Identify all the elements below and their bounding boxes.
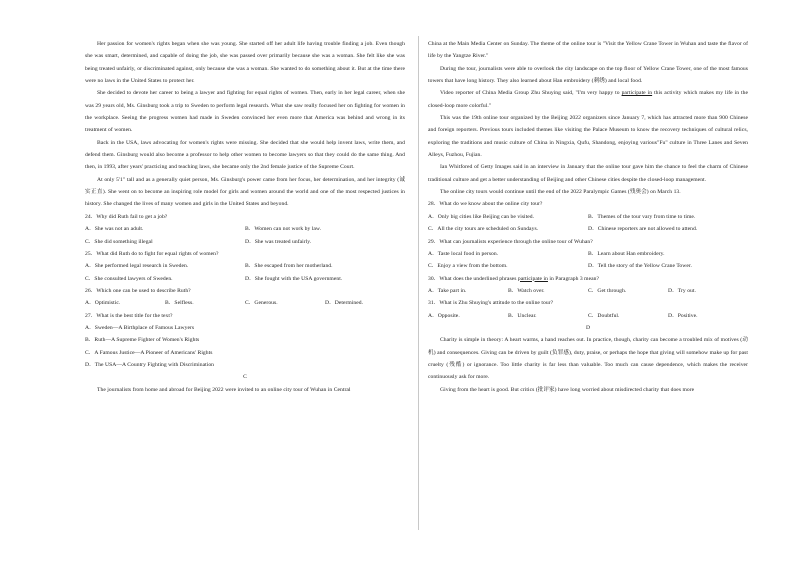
- question-27: [85, 310, 405, 372]
- right-column: [428, 38, 748, 396]
- option-c: C．Enjoy a view from the bottom.: [428, 263, 508, 270]
- option-b: B．She escaped from her motherland.: [245, 263, 333, 270]
- option-d: D．The USA—A Country Fighting with Discrimination: [85, 361, 215, 368]
- section-c-label: C: [243, 374, 247, 381]
- passage-c-paragraph-5: Ian Whitfored of Getty Images said in an interview in January that the online tour gave him the chance to feel the charm of Chinese traditional culture and get a better understanding of Beijing and other Chinese cities despite the closed-loop management.: [428, 164, 748, 183]
- option-b: B．Selfless.: [165, 300, 194, 307]
- column-divider: [418, 36, 419, 530]
- option-b: B．Unclear.: [508, 312, 537, 319]
- option-c: C．A Famous Justice—A Pioneer of Americans' Rights: [85, 349, 213, 356]
- option-b: B．Learn about Han embroidery.: [588, 250, 665, 257]
- option-c: C．Generous.: [245, 300, 278, 307]
- option-d: D．Chinese reporters are not allowed to attend.: [588, 226, 698, 233]
- option-a: A．Only big cities like Beijing can be visited.: [428, 213, 535, 220]
- question-stem: 26．Which one can be used to describe Ruth?: [85, 287, 191, 294]
- question-26: [85, 285, 405, 310]
- passage-b-paragraph-3: Back in the USA, laws advocating for women's rights were missing. She decided that she would help invent laws, write them, and defend them. Ginsburg would also become a professor to help other women to become lawyers so that they could do the same thing. And then, in 1993, after years' practicing and teaching laws, she became only the 2nd female justice of the Supreme Court.: [85, 139, 405, 171]
- option-a: A．She performed legal research in Sweden.: [85, 263, 189, 270]
- question-stem: 29．What can journalists experience through the online tour of Wuhan?: [428, 238, 593, 245]
- option-c: C．She did something illegal: [85, 238, 153, 245]
- question-stem: 28．What do we know about the online city tour?: [428, 201, 543, 208]
- passage-c-start: The journalists from home and abroad for Beijing 2022 were invited to an online city tour of Wuhan in Central: [97, 386, 351, 393]
- option-d: D．She fought with the USA government.: [245, 275, 343, 282]
- option-a: A．She was not an adult.: [85, 226, 144, 233]
- paragraph-text: this activity which makes my life in the closed-loop more colorful.": [428, 90, 748, 109]
- question-28: [428, 198, 748, 235]
- stem-text: 30．What does the underlined phrases: [428, 275, 518, 282]
- question-30: [428, 273, 748, 298]
- option-d: D．Positive.: [668, 312, 698, 319]
- passage-c-paragraph-4: This was the 19th online tour organized by the Beijing 2022 organizers since January 7, which has attracted more than 900 Chinese and foreign reporters. Previous tours included themes like visiting the Palace Museum to know the recovery techniques of cultural relics, exploring the traditions and music culture of China in Ningxia, Qufu, Shandong, enjoying various"Fu" culture in Three Lanes and Seven Alleys, Fuzhou, Fujian.: [428, 115, 748, 159]
- option-a: A．Optimistic.: [85, 300, 121, 307]
- option-b: B．Ruth—A Supreme Fighter of Women's Rights: [85, 337, 200, 344]
- option-c: C．Doubtful.: [588, 312, 620, 319]
- question-stem: 24．Why did Ruth fail to get a job?: [85, 213, 168, 220]
- underlined-phrase: participate in: [621, 90, 653, 97]
- option-a: A．Sweden—A Birthplace of Famous Lawyers: [85, 324, 195, 331]
- passage-c-paragraph-6: The online city tours would continue until the end of the 2022 Paralympic Games (残奥会) on March 13.: [440, 189, 681, 196]
- passage-b-paragraph-1: Her passion for women's rights began when she was young. She started off her adult life having trouble finding a job. Even though she was smart, determined, and capable of doing the job, she was passed over primarily because she was a woman. She felt like she was being treated unfairly, or discriminated against, only because she was a woman. She wanted to do something about it. But at the time there were no laws in the United States to protect her.: [85, 41, 405, 85]
- option-b: B．Women can not work by law.: [245, 226, 322, 233]
- passage-d-paragraph-2: Giving from the heart is good. But critics (批评家) have long worried about misdirected charity that does more: [440, 386, 695, 393]
- question-stem: 27．What is the best title for the text?: [85, 312, 173, 319]
- option-a: A．Taste local food in person.: [428, 250, 499, 257]
- question-29: [428, 236, 748, 273]
- option-a: A．Opposite.: [428, 312, 460, 319]
- passage-c-paragraph-1: China at the Main Media Center on Sunday. The theme of the online tour is "Visit the Yellow Crane Tower in Wuhan and taste the flavor of life by the Yangtze River.": [428, 41, 748, 60]
- passage-c-paragraph-3: [428, 87, 748, 112]
- passage-b-paragraph-2: She decided to devote her career to being a lawyer and fighting for equal rights of women. Then, early in her legal career, when she was 29 years old, Ms. Ginsburg took a trip to Sweden to perform legal research. What she saw really focused her on fighting for women in the workplace. Seeing the progress women had made in Sweden convinced her even more that America was behind and wrong in its treatment of women.: [85, 90, 405, 134]
- passage-d-paragraph-1: Charity is simple in theory: A heart warms, a hand reaches out. In practice, though, charity can become a troubled mix of motives (动机) and consequences. Giving can be driven by guilt (负罪感), duty, praise, or perhaps the hope that giving will somehow make up for past cruelty (残酷) or ignorance. Too little charity is far less than valuable. Too much can cause dependence, which makes the receiver continuously ask for more.: [428, 337, 748, 381]
- option-c: C．Get through.: [588, 287, 627, 294]
- paragraph-text: Video reporter of China Media Group Zhu Shuying said, "I'm very happy to: [440, 90, 622, 97]
- option-d: D．Try out.: [668, 287, 696, 294]
- option-d: D．Tell the story of the Yellow Crane Tower.: [588, 263, 692, 270]
- option-c: C．All the city tours are scheduled on Sundays.: [428, 226, 539, 233]
- option-d: D．She was treated unfairly.: [245, 238, 312, 245]
- question-24: [85, 211, 405, 248]
- question-stem: 31．What is Zhu Shuying's attitude to the online tour?: [428, 300, 554, 307]
- question-31: [428, 297, 748, 322]
- question-stem: [428, 273, 748, 285]
- option-c: C．She consulted lawyers of Sweden.: [85, 275, 173, 282]
- option-b: B．Themes of the tour vary from time to time.: [588, 213, 696, 220]
- question-25: [85, 248, 405, 285]
- left-column: [85, 38, 405, 396]
- option-b: B．Watch over.: [508, 287, 545, 294]
- stem-text: in Paragraph 3 mean?: [547, 275, 600, 282]
- option-a: A．Take part in.: [428, 287, 467, 294]
- question-stem: 25．What did Ruth do to fight for equal rights of women?: [85, 250, 219, 257]
- passage-b-paragraph-4: At only 5'1" tall and as a generally quiet person, Ms. Ginsburg's power came from her focus, her determination, and her integrity (诚实正直). She went on to become an inspiring role model for girls and women around the world and one of the most respected justices in history. She changed the lives of many women and girls in the United States and beyond.: [85, 176, 405, 208]
- underlined-phrase: participate in: [517, 275, 548, 282]
- passage-c-paragraph-2: During the tour, journalists were able to overlook the city landscape on the top floor of Yellow Crane Tower, one of the most famous towers that have long history. They also learned about Han embroidery (刺绣) and local food.: [428, 65, 748, 85]
- option-d: D．Determined.: [325, 300, 364, 307]
- section-d-label: D: [585, 324, 591, 331]
